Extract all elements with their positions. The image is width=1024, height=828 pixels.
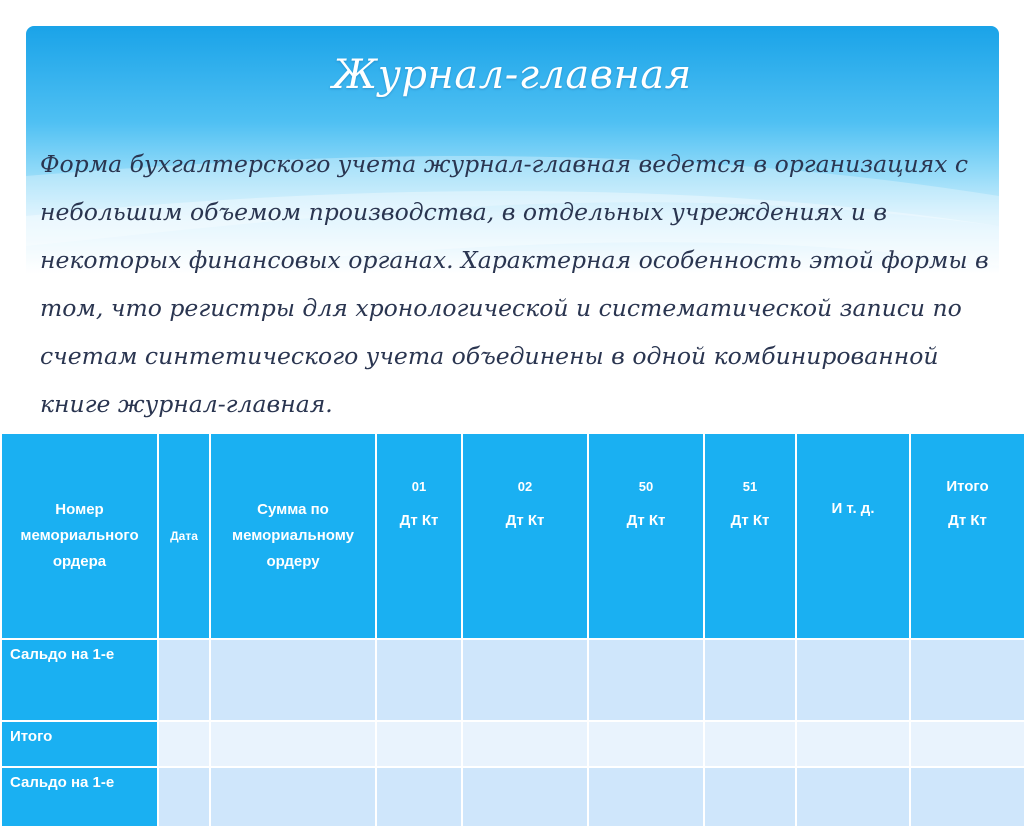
header-total: Итого Дт Кт bbox=[910, 433, 1024, 639]
table-header-row bbox=[1, 433, 1024, 639]
header-order-number: Номер мемориального ордера bbox=[1, 433, 158, 639]
table-row bbox=[1, 767, 1024, 827]
table-row bbox=[1, 639, 1024, 721]
header-account-02: 02 Дт Кт bbox=[462, 433, 588, 639]
header-etc: И т. д. bbox=[796, 433, 910, 639]
header-date: Дата bbox=[158, 433, 210, 639]
slide-title: Журнал-главная bbox=[332, 52, 692, 98]
row-label-closing-balance: Сальдо на 1-е bbox=[1, 767, 158, 827]
header-sum: Сумма по мемориальному ордеру bbox=[210, 433, 376, 639]
slide-body-text: Форма бухгалтерского учета журнал-главная ведется в организациях с небольшим объемом производства, в отдельных учреждениях и в некоторых финансовых органах. Характерная особенность этой формы в том, что регистры для хронологической и систематической записи по счетам синтетического учета объединены в одной комбинированной книге журнал-главная. bbox=[40, 150, 989, 418]
table-row bbox=[1, 721, 1024, 767]
header-account-50: 50 Дт Кт bbox=[588, 433, 704, 639]
row-label-opening-balance: Сальдо на 1-е bbox=[1, 639, 158, 721]
journal-table bbox=[0, 432, 1024, 828]
header-account-01: 01 Дт Кт bbox=[376, 433, 462, 639]
header-account-51: 51 Дт Кт bbox=[704, 433, 796, 639]
row-label-total: Итого bbox=[1, 721, 158, 767]
